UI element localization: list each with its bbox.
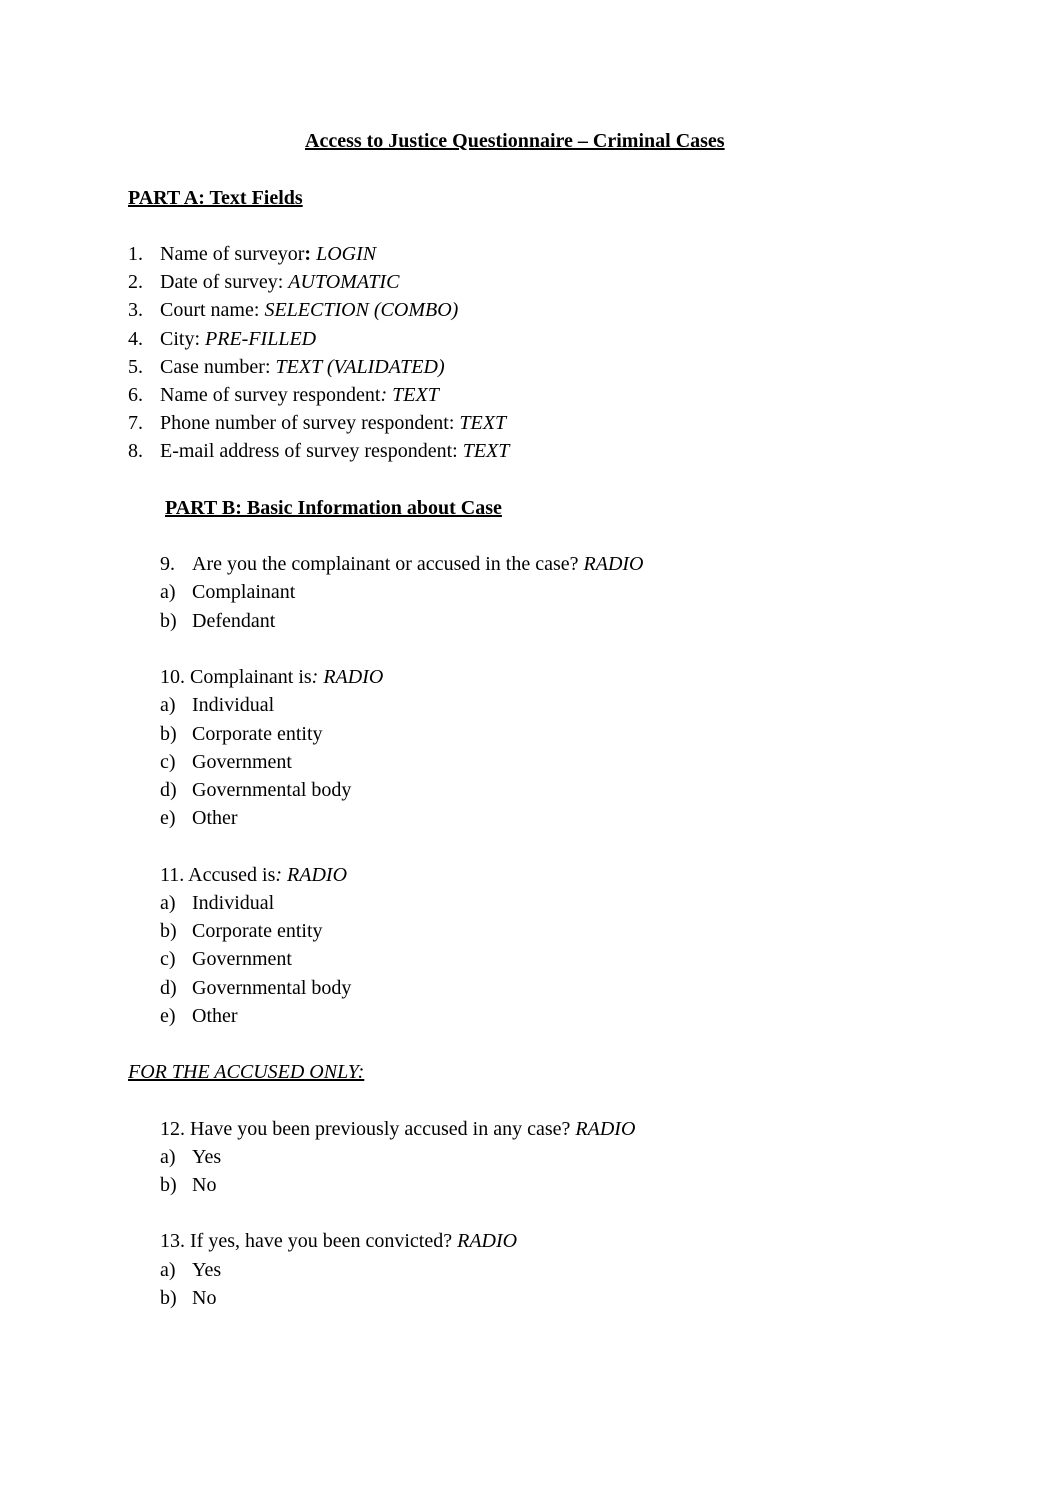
option-item: b) Corporate entity bbox=[160, 920, 323, 942]
part-b-heading: PART B: Basic Information about Case bbox=[165, 497, 502, 519]
question-9: 9. Are you the complainant or accused in the case? RADIO bbox=[160, 553, 644, 575]
option-item: a) Individual bbox=[160, 892, 275, 914]
option-item: e) Other bbox=[160, 807, 238, 829]
list-item-1: 1. Name of surveyor: LOGIN bbox=[128, 243, 377, 265]
list-item-2: 2. Date of survey: AUTOMATIC bbox=[128, 271, 400, 293]
accused-only-heading: FOR THE ACCUSED ONLY: bbox=[128, 1061, 365, 1083]
option-item: a) Yes bbox=[160, 1146, 222, 1168]
option-item: b) No bbox=[160, 1287, 217, 1309]
list-item-6: 6. Name of survey respondent: TEXT bbox=[128, 384, 439, 406]
list-item-7: 7. Phone number of survey respondent: TEXT bbox=[128, 412, 507, 434]
list-item-4: 4. City: PRE-FILLED bbox=[128, 328, 317, 350]
option-item: b) Defendant bbox=[160, 610, 276, 632]
list-item-8: 8. E-mail address of survey respondent: TEXT bbox=[128, 440, 510, 462]
part-a-heading: PART A: Text Fields bbox=[128, 187, 303, 209]
list-item-3: 3. Court name: SELECTION (COMBO) bbox=[128, 299, 459, 321]
question-10: 10. Complainant is: RADIO bbox=[160, 666, 384, 688]
question-12: 12. Have you been previously accused in any case? RADIO bbox=[160, 1118, 636, 1140]
option-item: c) Government bbox=[160, 751, 292, 773]
option-item: d) Governmental body bbox=[160, 977, 352, 999]
option-item: b) No bbox=[160, 1174, 217, 1196]
option-item: a) Yes bbox=[160, 1259, 222, 1281]
option-item: e) Other bbox=[160, 1005, 238, 1027]
list-item-5: 5. Case number: TEXT (VALIDATED) bbox=[128, 356, 445, 378]
option-item: a) Complainant bbox=[160, 581, 296, 603]
question-13: 13. If yes, have you been convicted? RADIO bbox=[160, 1230, 518, 1252]
document-title: Access to Justice Questionnaire – Criminal Cases bbox=[305, 130, 725, 152]
option-item: d) Governmental body bbox=[160, 779, 352, 801]
question-11: 11. Accused is: RADIO bbox=[160, 864, 348, 886]
option-item: c) Government bbox=[160, 948, 292, 970]
option-item: b) Corporate entity bbox=[160, 723, 323, 745]
option-item: a) Individual bbox=[160, 694, 275, 716]
